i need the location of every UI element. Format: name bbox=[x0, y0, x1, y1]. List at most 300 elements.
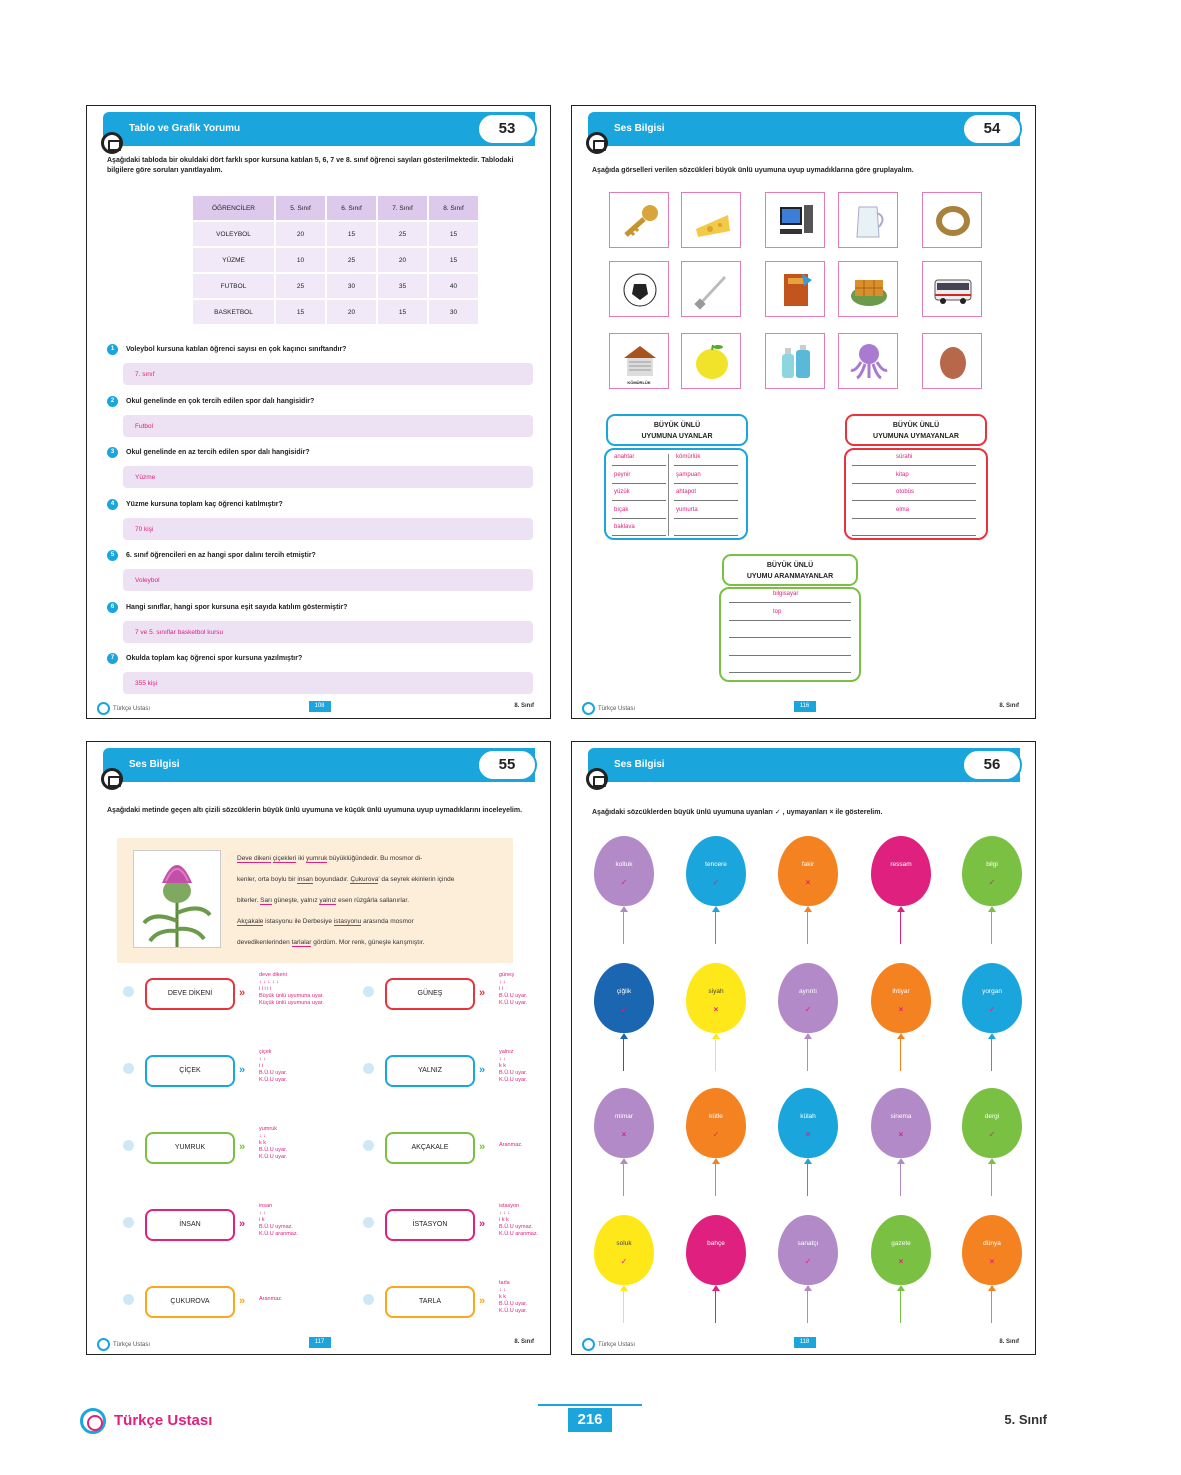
analysis-line: K.Ü.U uyar. bbox=[259, 1154, 288, 1160]
balloon-word: dergi bbox=[984, 1113, 1000, 1120]
arrow-icon: » bbox=[239, 1064, 246, 1076]
answer-line[interactable] bbox=[674, 524, 738, 536]
balloon-string bbox=[900, 912, 902, 944]
answer-line[interactable]: otobüs bbox=[852, 489, 976, 501]
answer-field[interactable]: 70 kişi bbox=[123, 518, 533, 540]
arrow-icon: » bbox=[479, 1141, 486, 1153]
passage-text bbox=[237, 848, 505, 953]
shampoo-icon bbox=[776, 342, 816, 382]
bullet bbox=[363, 1063, 374, 1074]
balloon-string bbox=[900, 1164, 902, 1196]
analysis-line: K.Ü.U uyar. bbox=[499, 1308, 528, 1314]
word-analysis bbox=[259, 1296, 283, 1303]
balloon[interactable] bbox=[686, 1088, 746, 1196]
group-uyanlar-box bbox=[604, 448, 748, 540]
balloon[interactable] bbox=[778, 836, 838, 944]
word-analysis bbox=[259, 1126, 287, 1161]
table-row bbox=[192, 221, 479, 247]
balloon-body bbox=[686, 1088, 746, 1158]
cheese-icon bbox=[692, 201, 732, 241]
underlined-word: istasyonu bbox=[333, 918, 362, 925]
picture-card bbox=[838, 192, 898, 248]
arrow-icon: » bbox=[479, 1064, 486, 1076]
analysis-line: B.Ü.U uymaz. bbox=[499, 1224, 533, 1230]
panel-footer bbox=[87, 1336, 550, 1350]
table-cell: 25 bbox=[326, 247, 377, 273]
underlined-word: yalnız bbox=[319, 897, 337, 904]
answer-line[interactable] bbox=[729, 661, 851, 673]
balloon-word: soluk bbox=[616, 1240, 632, 1247]
group-aranmayanlar-box bbox=[719, 587, 861, 682]
group-title-line: UYUMU ARANMAYANLAR bbox=[746, 573, 834, 580]
bus-icon bbox=[933, 270, 973, 310]
analysis-line: i i bbox=[499, 986, 503, 992]
balloon-body bbox=[778, 963, 838, 1033]
passage-line bbox=[237, 932, 505, 953]
arrow-icon: » bbox=[479, 1295, 486, 1307]
picture-card bbox=[681, 333, 741, 389]
answer-line[interactable] bbox=[729, 626, 851, 638]
question-text: Yüzme kursuna toplam kaç öğrenci katılmıştır? bbox=[126, 500, 283, 508]
table-cell: 20 bbox=[326, 299, 377, 325]
analysis-line: K.Ü.U uyar. bbox=[259, 1077, 288, 1083]
passage-segment: istasyonu ile Derbesiye bbox=[263, 918, 334, 925]
footer-brand: Türkçe Ustası bbox=[582, 702, 635, 715]
answer-line[interactable]: anahtar bbox=[612, 454, 666, 466]
answer-line[interactable]: bıçak bbox=[612, 507, 666, 519]
balloon[interactable] bbox=[962, 963, 1022, 1071]
question-text: Okul genelinde en az tercih edilen spor dalı hangisidir? bbox=[126, 449, 310, 456]
passage-segment: esen rüzgârla sallanırlar. bbox=[336, 897, 409, 904]
balloon-body bbox=[962, 836, 1022, 906]
balloon[interactable] bbox=[871, 836, 931, 944]
arrow-icon: » bbox=[239, 1295, 246, 1307]
word-box: ÇİÇEK bbox=[145, 1055, 235, 1087]
group-aranmayanlar-title bbox=[722, 554, 858, 586]
word-box: TARLA bbox=[385, 1286, 475, 1318]
activity-title: Tablo ve Grafik Yorumu bbox=[129, 123, 241, 134]
balloon-body bbox=[594, 1088, 654, 1158]
balloon-body bbox=[871, 963, 931, 1033]
balloon-word: sanatçı bbox=[797, 1240, 819, 1247]
arrow-icon: » bbox=[479, 987, 486, 999]
balloon-word: tencere bbox=[705, 861, 727, 868]
table-cell: 10 bbox=[275, 247, 326, 273]
balloon-word: çiğlik bbox=[616, 988, 632, 995]
balloon[interactable] bbox=[778, 1215, 838, 1323]
picture-card bbox=[765, 192, 825, 248]
ball-icon bbox=[620, 270, 660, 310]
balloon-word: ihtiyar bbox=[892, 988, 910, 995]
balloon[interactable] bbox=[686, 836, 746, 944]
balloon-string bbox=[807, 912, 809, 944]
ring-icon bbox=[933, 201, 973, 241]
answer-line[interactable]: yumurta bbox=[674, 507, 738, 519]
balloon-word: kütle bbox=[709, 1113, 723, 1120]
word-analysis bbox=[499, 1203, 538, 1238]
answer-line[interactable]: şampuan bbox=[674, 472, 738, 484]
balloon[interactable] bbox=[686, 1215, 746, 1323]
balloon-mark: ✓ bbox=[712, 1130, 720, 1139]
balloon-string bbox=[991, 1291, 993, 1323]
table-cell: 15 bbox=[275, 299, 326, 325]
panel-footer bbox=[87, 700, 550, 714]
answer-field[interactable]: 7 ve 5. sınıflar basketbol kursu bbox=[123, 621, 533, 643]
analysis-line: B.Ü.U uyar. bbox=[499, 993, 528, 999]
picture-card bbox=[922, 261, 982, 317]
question-text: Okul genelinde en çok tercih edilen spor dalı hangisidir? bbox=[126, 397, 315, 405]
table-cell: VOLEYBOL bbox=[192, 221, 275, 247]
analysis-line: K.Ü.U uyar. bbox=[499, 1000, 528, 1006]
balloon-body bbox=[962, 1088, 1022, 1158]
answer-field[interactable]: 355 kişi bbox=[123, 672, 533, 694]
underlined-word: çiçekleri bbox=[272, 855, 297, 862]
table-row bbox=[192, 247, 479, 273]
pitcher-icon bbox=[849, 201, 889, 241]
answer-field[interactable]: Futbol bbox=[123, 415, 533, 437]
balloon-string bbox=[715, 1164, 717, 1196]
picture-card bbox=[609, 192, 669, 248]
analysis-line: K.Ü.U aranmaz. bbox=[499, 1231, 539, 1237]
passage-segment: arasında mosmor bbox=[361, 918, 414, 925]
knife-icon bbox=[692, 270, 732, 310]
balloon-body bbox=[962, 963, 1022, 1033]
analysis-line: B.Ü.U uyar. bbox=[259, 1070, 288, 1076]
balloon-mark: × bbox=[989, 1257, 995, 1266]
group-title-line: BÜYÜK ÜNLÜ bbox=[653, 422, 701, 429]
balloon[interactable] bbox=[778, 1088, 838, 1196]
footer-brand: Türkçe Ustası bbox=[97, 702, 150, 715]
picture-card bbox=[609, 333, 669, 389]
answer-line[interactable]: kömürlük bbox=[674, 454, 738, 466]
balloon[interactable] bbox=[594, 963, 654, 1071]
balloon-mark: × bbox=[805, 1130, 811, 1139]
analysis-line: i k k bbox=[499, 1217, 509, 1223]
activity-54 bbox=[571, 105, 1036, 719]
balloon-mark: ✓ bbox=[712, 878, 720, 887]
answer-line[interactable]: sürahi bbox=[852, 454, 976, 466]
picture-card bbox=[609, 261, 669, 317]
analysis-line: i i bbox=[259, 1063, 263, 1069]
word-box: AKÇAKALE bbox=[385, 1132, 475, 1164]
book-icon bbox=[776, 270, 816, 310]
word-box: İNSAN bbox=[145, 1209, 235, 1241]
analysis-line: Küçük ünlü uyumuna uyar. bbox=[259, 1000, 324, 1006]
table-cell: 15 bbox=[377, 299, 428, 325]
answer-line[interactable] bbox=[852, 524, 976, 536]
analysis-line: insan bbox=[259, 1203, 273, 1209]
balloon[interactable] bbox=[594, 836, 654, 944]
analysis-line: yumruk bbox=[259, 1126, 278, 1132]
analysis-line: Aranmaz. bbox=[259, 1296, 283, 1302]
balloon-mark: × bbox=[621, 1130, 627, 1139]
underlined-word: tarlalar bbox=[291, 939, 312, 946]
analysis-line: Aranmaz. bbox=[499, 1142, 523, 1148]
balloon-mark: ✓ bbox=[988, 1130, 996, 1139]
book-icon bbox=[101, 768, 123, 790]
balloon[interactable] bbox=[962, 836, 1022, 944]
picture-card bbox=[922, 333, 982, 389]
picture-card bbox=[922, 192, 982, 248]
passage-segment: büyüklüğündedir. Bu mosmor di- bbox=[327, 855, 423, 862]
passage-line bbox=[237, 869, 505, 890]
arrow-icon: » bbox=[239, 1141, 246, 1153]
balloon-word: gazete bbox=[891, 1240, 911, 1247]
balloon-word: fakir bbox=[801, 861, 815, 868]
brand-name: Türkçe Ustası bbox=[114, 1412, 213, 1429]
answer-line[interactable] bbox=[729, 644, 851, 656]
word-analysis bbox=[499, 1280, 527, 1315]
balloon-body bbox=[962, 1215, 1022, 1285]
panel-footer bbox=[572, 1336, 1035, 1350]
question-text: Hangi sınıflar, hangi spor kursuna eşit sayıda katılım göstermiştir? bbox=[126, 603, 348, 611]
balloon[interactable] bbox=[594, 1088, 654, 1196]
activity-header bbox=[588, 748, 1020, 782]
arrow-icon: » bbox=[239, 987, 246, 999]
footer-class: 8. Sınıf bbox=[514, 703, 534, 709]
apple-icon bbox=[692, 342, 732, 382]
passage-line bbox=[237, 848, 505, 869]
balloon-body bbox=[871, 836, 931, 906]
balloon-string bbox=[807, 1039, 809, 1071]
balloon-body bbox=[871, 1088, 931, 1158]
table-cell: 30 bbox=[428, 299, 479, 325]
picture-card bbox=[838, 333, 898, 389]
balloon-word: sinema bbox=[890, 1113, 912, 1120]
balloon-mark: ✓ bbox=[620, 1257, 628, 1266]
footer-class: 8. Sınıf bbox=[514, 1339, 534, 1345]
balloon[interactable] bbox=[594, 1215, 654, 1323]
balloon-mark: ✓ bbox=[988, 878, 996, 887]
question-number: 2 bbox=[107, 396, 118, 407]
balloon-body bbox=[871, 1215, 931, 1285]
table-row bbox=[192, 273, 479, 299]
book-icon bbox=[586, 132, 608, 154]
balloon-word: mimar bbox=[614, 1113, 634, 1120]
balloon[interactable] bbox=[871, 1215, 931, 1323]
word-analysis bbox=[259, 1203, 298, 1238]
answer-field[interactable]: 7. sınıf bbox=[123, 363, 533, 385]
question-number: 6 bbox=[107, 602, 118, 613]
balloon-string bbox=[715, 1039, 717, 1071]
analysis-line: deve dikeni bbox=[259, 972, 287, 978]
answer-line[interactable]: elma bbox=[852, 507, 976, 519]
word-analysis bbox=[259, 1049, 287, 1084]
balloon-string bbox=[900, 1291, 902, 1323]
footer-class: 8. Sınıf bbox=[999, 1339, 1019, 1345]
balloon-body bbox=[686, 836, 746, 906]
balloon-string bbox=[715, 1291, 717, 1323]
analysis-line: çiçek bbox=[259, 1049, 272, 1055]
analysis-line: istasyon bbox=[499, 1203, 520, 1209]
table-cell: FUTBOL bbox=[192, 273, 275, 299]
table-cell: 15 bbox=[428, 247, 479, 273]
balloon-mark: × bbox=[898, 1005, 904, 1014]
analysis-line: k k bbox=[259, 1140, 267, 1146]
analysis-line: B.Ü.U uyar. bbox=[499, 1070, 528, 1076]
answer-line[interactable]: bilgisayar bbox=[729, 591, 851, 603]
bullet bbox=[363, 1217, 374, 1228]
answer-field[interactable]: Voleybol bbox=[123, 569, 533, 591]
analysis-line: ↓ ↓ bbox=[259, 1133, 267, 1139]
balloon-word: ressam bbox=[890, 861, 912, 868]
analysis-line: k k bbox=[499, 1294, 507, 1300]
underlined-word: yumruk bbox=[306, 855, 328, 862]
word-box: YUMRUK bbox=[145, 1132, 235, 1164]
balloon-body bbox=[686, 1215, 746, 1285]
picture-card bbox=[681, 192, 741, 248]
question-text: Voleybol kursuna katılan öğrenci sayısı en çok kaçıncı sınıftandır? bbox=[126, 346, 347, 353]
picture-card bbox=[681, 261, 741, 317]
activity-header bbox=[103, 112, 535, 146]
word-analysis bbox=[499, 972, 527, 1007]
question-number: 3 bbox=[107, 447, 118, 458]
question-number: 5 bbox=[107, 550, 118, 561]
balloon-mark: ✓ bbox=[620, 1005, 628, 1014]
brand-logo-icon bbox=[80, 1408, 106, 1434]
activity-header bbox=[103, 748, 535, 782]
balloon[interactable] bbox=[962, 1215, 1022, 1323]
underlined-word: Akçakale bbox=[237, 918, 264, 925]
word-analysis bbox=[499, 1049, 527, 1084]
passage-segment: kenler, orta boylu bir bbox=[237, 876, 298, 883]
question-number: 1 bbox=[107, 344, 118, 355]
table-cell: 25 bbox=[275, 273, 326, 299]
activity-55 bbox=[86, 741, 551, 1355]
balloon-mark: ✓ bbox=[620, 878, 628, 887]
group-title-line: UYUMUNA UYMAYANLAR bbox=[873, 433, 959, 440]
activity-number: 54 bbox=[962, 113, 1022, 145]
group-uymayanlar-box bbox=[844, 448, 988, 540]
table-cell: 30 bbox=[326, 273, 377, 299]
balloon-body bbox=[594, 836, 654, 906]
bullet bbox=[363, 1140, 374, 1151]
balloon-body bbox=[686, 963, 746, 1033]
balloon-word: bahçe bbox=[707, 1240, 725, 1247]
balloon-string bbox=[623, 912, 625, 944]
footer-brand: Türkçe Ustası bbox=[582, 1338, 635, 1351]
balloon-mark: ✓ bbox=[988, 1005, 996, 1014]
table-cell: BASKETBOL bbox=[192, 299, 275, 325]
egg-icon bbox=[933, 342, 973, 382]
bullet bbox=[123, 1140, 134, 1151]
page-footer bbox=[0, 1398, 1181, 1438]
balloon-string bbox=[623, 1164, 625, 1196]
passage-segment: iki bbox=[296, 855, 307, 862]
reading-passage bbox=[117, 838, 513, 963]
key-icon bbox=[620, 201, 660, 241]
balloon-body bbox=[778, 1088, 838, 1158]
balloon[interactable] bbox=[778, 963, 838, 1071]
question-number: 4 bbox=[107, 499, 118, 510]
bullet bbox=[123, 1294, 134, 1305]
analysis-line: yalnız bbox=[499, 1049, 514, 1055]
book-icon bbox=[586, 768, 608, 790]
balloon-word: dünya bbox=[983, 1240, 1001, 1247]
picture-card bbox=[838, 261, 898, 317]
balloon-body bbox=[594, 1215, 654, 1285]
answer-line[interactable]: baklava bbox=[612, 524, 666, 536]
balloon-body bbox=[594, 963, 654, 1033]
passage-line bbox=[237, 890, 505, 911]
underlined-word: insan bbox=[297, 876, 313, 883]
answer-line[interactable]: peynir bbox=[612, 472, 666, 484]
balloon[interactable] bbox=[962, 1088, 1022, 1196]
passage-segment: devedikenlerinden bbox=[237, 939, 292, 946]
thistle-flower-icon bbox=[133, 850, 221, 948]
underlined-word: Çukurova bbox=[350, 876, 379, 883]
footer-page: 118 bbox=[794, 1337, 816, 1348]
balloon-mark: × bbox=[898, 878, 904, 887]
analysis-line: Büyük ünlü uyumuna uyar. bbox=[259, 993, 324, 999]
balloon-mark: ✓ bbox=[804, 1005, 812, 1014]
answer-line[interactable]: top bbox=[729, 609, 851, 621]
question-text: 6. sınıf öğrencileri en az hangi spor dalını tercih etmiştir? bbox=[126, 552, 316, 559]
passage-line bbox=[237, 911, 505, 932]
passage-segment: gördüm. Mor renk, güneşle karışmıştır. bbox=[311, 939, 425, 946]
analysis-line: ↓ ↓ bbox=[499, 1056, 507, 1062]
book-icon bbox=[101, 132, 123, 154]
group-uymayanlar-title bbox=[845, 414, 987, 446]
question-text: Okulda toplam kaç öğrenci spor kursuna yazılmıştır? bbox=[126, 655, 303, 662]
activity-53 bbox=[86, 105, 551, 719]
balloon-mark: × bbox=[805, 878, 811, 887]
analysis-line: ↓ ↓ bbox=[259, 1210, 267, 1216]
balloon-body bbox=[778, 1215, 838, 1285]
balloon-word: külah bbox=[800, 1113, 816, 1120]
answer-field[interactable]: Yüzme bbox=[123, 466, 533, 488]
group-title-line: UYUMUNA UYANLAR bbox=[641, 433, 713, 440]
balloon-word: siyah bbox=[708, 988, 724, 995]
panel-footer bbox=[572, 700, 1035, 714]
balloon[interactable] bbox=[871, 963, 931, 1071]
bullet bbox=[123, 1063, 134, 1074]
analysis-line: tarla bbox=[499, 1280, 510, 1286]
bullet bbox=[363, 986, 374, 997]
instruction: Aşağıdaki metinde geçen altı çizili sözcüklerin büyük ünlü uyumuna ve küçük ünlü uyumuna uyup uymadıklarını inceleyelim. bbox=[107, 807, 523, 814]
table-cell: YÜZME bbox=[192, 247, 275, 273]
page-number-bar bbox=[538, 1404, 642, 1406]
course-table bbox=[191, 194, 480, 326]
balloon[interactable] bbox=[871, 1088, 931, 1196]
table-cell: 15 bbox=[428, 221, 479, 247]
balloon[interactable] bbox=[686, 963, 746, 1071]
table-header-cell: 8. Sınıf bbox=[428, 195, 479, 221]
analysis-line: ↓ ↓ bbox=[499, 1287, 507, 1293]
answer-line[interactable]: ahtapot bbox=[674, 489, 738, 501]
page-number: 216 bbox=[568, 1408, 612, 1432]
balloon-word: koltuk bbox=[615, 861, 633, 868]
table-cell: 35 bbox=[377, 273, 428, 299]
word-box: ÇUKUROVA bbox=[145, 1286, 235, 1318]
answer-line[interactable]: kitap bbox=[852, 472, 976, 484]
balloon-mark: ✓ bbox=[804, 1257, 812, 1266]
activity-title: Ses Bilgisi bbox=[129, 759, 180, 770]
passage-segment: biterler. bbox=[237, 897, 261, 904]
balloon-word: yorgan bbox=[982, 988, 1002, 995]
answer-line[interactable]: yüzük bbox=[612, 489, 666, 501]
balloon-mark: × bbox=[898, 1130, 904, 1139]
balloon-body bbox=[778, 836, 838, 906]
analysis-line: ↓ ↓ ↓ ↓ ↓ bbox=[259, 979, 279, 985]
footer-class: 8. Sınıf bbox=[999, 703, 1019, 709]
table-cell: 20 bbox=[377, 247, 428, 273]
table-header-cell: ÖĞRENCİLER bbox=[192, 195, 275, 221]
bullet bbox=[363, 1294, 374, 1305]
analysis-line: B.Ü.U uyar. bbox=[499, 1301, 528, 1307]
bullet bbox=[123, 986, 134, 997]
activity-number: 53 bbox=[477, 113, 537, 145]
